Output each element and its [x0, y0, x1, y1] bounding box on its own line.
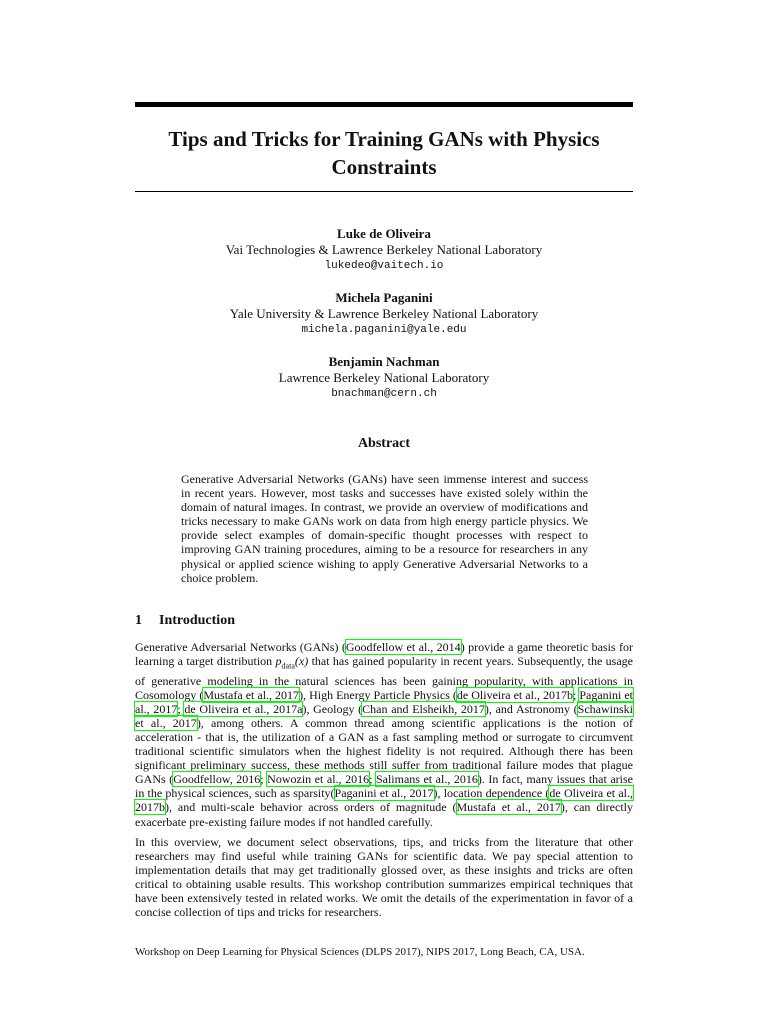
- venue-footnote: Workshop on Deep Learning for Physical Sciences (DLPS 2017), NIPS 2017, Long Beach, CA, USA.: [135, 946, 585, 958]
- text-run: ;: [177, 701, 185, 716]
- citation-link[interactable]: Paganini et al., 2017: [135, 687, 633, 716]
- author-name: Michela Paganini: [335, 290, 433, 305]
- math-expression: [275, 654, 309, 671]
- author-affiliation: Yale University & Lawrence Berkeley National Laboratory: [229, 306, 539, 321]
- intro-paragraph-2: In this overview, we document select observations, tips, and tricks from the literature that other researchers may find useful while training GANs for scientific data. We pay special attention to implementation details that may get traditionally glossed over, as these insights and tricks are often critical to obtaining usable results. This workshop contribution summarizes empirical techniques that have been extensively tested in related works. We omit the details of the experimentation in favor of a concise collection of tips and tricks for researchers.: [135, 834, 633, 920]
- citation-link[interactable]: de Oliveira et al., 2017a: [184, 701, 303, 716]
- paper-title: Tips and Tricks for Training GANs with Physics Constraints: [168, 127, 600, 179]
- text-run: ), among others. A common thread among scientific applications is the notion of acceleration - that is, the utilization of a GAN as a fast sampling method or surrogate to circumvent traditional scientific simulators when the highest fidelity is not required. Although there has been significant preliminary success, these methods still suffer from traditional failure modes that plague GANs (: [135, 715, 633, 787]
- citation-link[interactable]: Paganini et al., 2017: [334, 786, 434, 801]
- citation-link[interactable]: de Oliveira et al., 2017b: [456, 687, 573, 702]
- citation-link[interactable]: Goodfellow, 2016: [173, 772, 261, 787]
- author-name: Benjamin Nachman: [328, 354, 440, 369]
- text-run: ). In fact, many issues that arise in the physical sciences, such as sparsity(: [135, 772, 633, 801]
- citation-link[interactable]: Mustafa et al., 2017: [203, 687, 300, 702]
- author-entry: [135, 226, 633, 274]
- citation-link[interactable]: Chan and Elsheikh, 2017: [362, 701, 485, 716]
- math-subscript: data: [281, 661, 295, 671]
- text-run: that has gained popularity in recent years. Subsequently, the usage of generative modeling in the natural sciences has been gaining popularity, with applications in Cosomology (: [135, 654, 633, 702]
- author-entry: [135, 354, 633, 402]
- abstract-text: Generative Adversarial Networks (GANs) have seen immense interest and success in recent years. However, most tasks and successes have existed solely within the domain of natural images. In contrast, we provide an overview of modifications and tricks necessary to make GANs work on data from high energy particle physics. We provide select examples of domain-specific thought processes with respect to improving GAN training procedures, aiming to be a resource for researchers in any physical or applied science wishing to apply Generative Adversarial Networks to a choice problem.: [181, 472, 588, 585]
- text-run: Generative Adversarial Networks (GANs) (: [135, 640, 346, 654]
- text-run: ), location dependence (: [433, 786, 550, 801]
- section-heading: [135, 613, 235, 629]
- text-run: ), can directly exacerbate pre-existing failure modes if not handled carefully.: [135, 800, 633, 829]
- abstract-heading: Abstract: [357, 436, 411, 451]
- citation-link[interactable]: Salimans et al., 2016: [375, 772, 478, 787]
- section-title: Introduction: [159, 613, 235, 628]
- text-run: ), Geology (: [302, 701, 363, 716]
- text-run: ), and multi-scale behavior across orders of magnitude (: [165, 800, 457, 815]
- text-run: ), High Energy Particle Physics (: [299, 687, 457, 702]
- author-block: [135, 226, 633, 418]
- text-run: ;: [260, 772, 268, 787]
- author-affiliation: Lawrence Berkeley National Laboratory: [278, 370, 490, 385]
- math-symbol: p: [275, 654, 282, 669]
- author-affiliation: Vai Technologies & Lawrence Berkeley National Laboratory: [225, 242, 543, 257]
- author-name: Luke de Oliveira: [337, 226, 431, 241]
- text-run: ;: [572, 687, 580, 702]
- introduction-body: [135, 640, 633, 925]
- citation-link[interactable]: Mustafa et al., 2017: [456, 800, 561, 815]
- author-email: bnachman@cern.ch: [331, 388, 437, 400]
- citation-link[interactable]: Goodfellow et al., 2014: [345, 640, 461, 654]
- text-run: ), and Astronomy (: [484, 701, 578, 716]
- citation-link[interactable]: Nowozin et al., 2016: [267, 772, 370, 787]
- title-rule: [135, 191, 633, 192]
- text-run: ;: [369, 772, 376, 787]
- math-argument: (x): [294, 654, 309, 669]
- author-entry: [135, 290, 633, 338]
- author-email: lukedeo@vaitech.io: [324, 260, 444, 272]
- section-number: 1: [135, 613, 142, 628]
- top-rule: [135, 102, 633, 107]
- author-email: michela.paganini@yale.edu: [301, 324, 467, 336]
- citation-link[interactable]: de Oliveira et al., 2017b: [135, 786, 633, 815]
- citation-link[interactable]: Schawinski et al., 2017: [135, 701, 633, 730]
- text-run: ) provide a game theoretic basis for learning a target distribution: [135, 640, 633, 669]
- intro-paragraph-1: [135, 640, 633, 829]
